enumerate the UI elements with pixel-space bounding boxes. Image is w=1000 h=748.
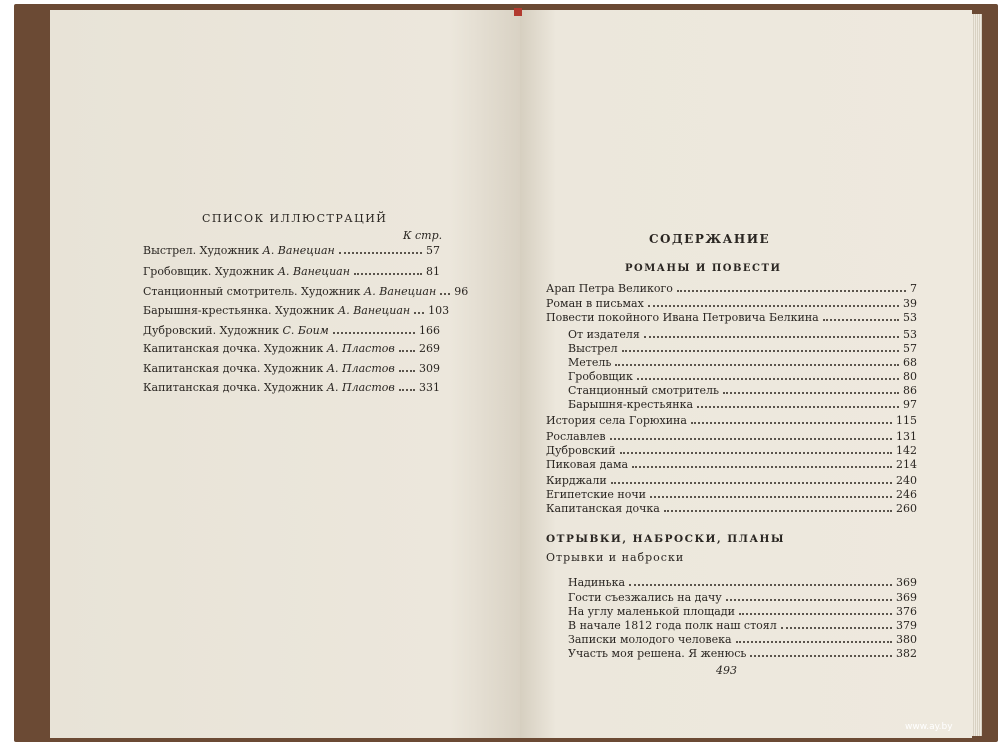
page-ref: 166 xyxy=(419,324,440,337)
toc-page: 369 xyxy=(896,576,917,589)
page-column-header: К стр. xyxy=(403,229,443,242)
toc-page: 68 xyxy=(903,356,917,369)
toc-entry xyxy=(568,370,917,383)
toc-entry xyxy=(568,384,917,397)
toc-entry xyxy=(568,633,917,646)
illustration-row xyxy=(143,324,440,337)
toc-entry xyxy=(546,458,917,471)
toc-title: Капитанская дочка xyxy=(546,502,660,515)
toc-page: 380 xyxy=(896,633,917,646)
illustration-row xyxy=(143,265,440,278)
toc-entry xyxy=(546,414,917,427)
toc-title: На углу маленькой площади xyxy=(568,605,735,618)
toc-entry xyxy=(568,647,917,660)
toc-title: Арап Петра Великого xyxy=(546,282,673,295)
illustration-title: Капитанская дочка. xyxy=(143,362,261,375)
toc-entry xyxy=(568,328,917,341)
artist-name: А. Пластов xyxy=(326,362,395,375)
illustration-row xyxy=(143,362,440,375)
toc-title: Повести покойного Ивана Петровича Белкина xyxy=(546,311,819,324)
dot-leader xyxy=(650,496,892,498)
illustration-row xyxy=(143,304,450,317)
toc-entry xyxy=(568,576,917,589)
artist-name: А. Пластов xyxy=(326,381,395,394)
toc-title: Гости съезжались на дачу xyxy=(568,591,722,604)
illustration-row xyxy=(143,342,440,355)
toc-entry xyxy=(546,282,917,295)
toc-entry xyxy=(568,591,917,604)
subsection-heading: Отрывки и наброски xyxy=(546,551,685,564)
page-ref: 309 xyxy=(419,362,440,375)
dot-leader xyxy=(399,389,415,391)
toc-title: Кирджали xyxy=(546,474,607,487)
page-number: 493 xyxy=(716,664,737,677)
dot-leader xyxy=(697,406,899,408)
artist-prefix: Художник xyxy=(301,285,361,298)
watermark: www.ay.by xyxy=(905,722,953,732)
illustration-title: Капитанская дочка. xyxy=(143,342,261,355)
artist-prefix: Художник xyxy=(263,362,324,375)
toc-page: 39 xyxy=(903,297,917,310)
toc-page: 240 xyxy=(896,474,917,487)
toc-entry xyxy=(546,297,917,310)
contents-heading: СОДЕРЖАНИЕ xyxy=(649,232,771,246)
illustration-row xyxy=(143,381,440,394)
illustration-title: Станционный смотритель. xyxy=(143,285,298,298)
bookmark-ribbon xyxy=(514,8,522,16)
dot-leader xyxy=(339,252,422,254)
illustration-row xyxy=(143,285,469,298)
illustration-title: Барышня-крестьянка. xyxy=(143,304,272,317)
toc-title: Дубровский xyxy=(546,444,616,457)
toc-entry xyxy=(546,502,917,515)
artist-name: С. Боим xyxy=(282,324,329,337)
toc-entry xyxy=(568,356,917,369)
dot-leader xyxy=(414,312,424,314)
toc-title: Гробовщик xyxy=(568,370,633,383)
dot-leader xyxy=(354,273,422,275)
toc-title: Роман в письмах xyxy=(546,297,644,310)
toc-page: 142 xyxy=(896,444,917,457)
toc-title: Метель xyxy=(568,356,612,369)
toc-page: 376 xyxy=(896,605,917,618)
illustration-row xyxy=(143,244,440,257)
toc-page: 53 xyxy=(903,311,917,324)
toc-page: 382 xyxy=(896,647,917,660)
artist-prefix: Художник xyxy=(199,244,259,257)
toc-title: Рославлев xyxy=(546,430,606,443)
dot-leader xyxy=(399,350,415,352)
artist-prefix: Художник xyxy=(275,304,335,317)
dot-leader xyxy=(723,392,899,394)
toc-title: Станционный смотритель xyxy=(568,384,720,397)
toc-entry xyxy=(568,619,917,632)
artist-prefix: Художник xyxy=(219,324,279,337)
toc-title: История села Горюхина xyxy=(546,414,687,427)
dot-leader xyxy=(610,438,892,440)
page-edges xyxy=(972,14,982,736)
toc-page: 80 xyxy=(903,370,917,383)
page-ref: 331 xyxy=(419,381,440,394)
artist-prefix: Художник xyxy=(263,381,324,394)
dot-leader xyxy=(440,293,450,295)
illustrations-title: СПИСОК ИЛЛЮСТРАЦИЙ xyxy=(202,212,388,225)
dot-leader xyxy=(637,378,899,380)
toc-page: 214 xyxy=(896,458,917,471)
artist-name: А. Ванециан xyxy=(277,265,350,278)
dot-leader xyxy=(620,452,892,454)
dot-leader xyxy=(611,482,892,484)
toc-entry xyxy=(568,398,917,411)
dot-leader xyxy=(622,350,899,352)
dot-leader xyxy=(399,370,415,372)
page-ref: 57 xyxy=(426,244,440,257)
toc-title: Барышня-крестьянка xyxy=(568,398,694,411)
toc-title: Выстрел xyxy=(568,342,618,355)
section-heading-novels: РОМАНЫ И ПОВЕСТИ xyxy=(625,263,782,274)
toc-title: Египетские ночи xyxy=(546,488,646,501)
artist-prefix: Художник xyxy=(214,265,275,278)
dot-leader xyxy=(823,319,899,321)
dot-leader xyxy=(736,641,892,643)
toc-page: 115 xyxy=(896,414,917,427)
dot-leader xyxy=(648,305,899,307)
toc-title: В начале 1812 года полк наш стоял xyxy=(568,619,777,632)
toc-entry xyxy=(568,342,917,355)
page-ref: 269 xyxy=(419,342,440,355)
toc-entry xyxy=(546,444,917,457)
illustration-title: Капитанская дочка. xyxy=(143,381,261,394)
toc-page: 86 xyxy=(903,384,917,397)
toc-page: 7 xyxy=(910,282,917,295)
toc-page: 131 xyxy=(896,430,917,443)
toc-page: 57 xyxy=(903,342,917,355)
dot-leader xyxy=(726,599,892,601)
dot-leader xyxy=(677,290,906,292)
artist-prefix: Художник xyxy=(263,342,324,355)
toc-entry xyxy=(546,474,917,487)
dot-leader xyxy=(629,584,892,586)
toc-title: От издателя xyxy=(568,328,640,341)
toc-entry xyxy=(546,430,917,443)
dot-leader xyxy=(691,422,892,424)
artist-name: А. Ванециан xyxy=(262,244,335,257)
page-ref: 96 xyxy=(454,285,469,298)
toc-title: Записки молодого человека xyxy=(568,633,732,646)
toc-entry xyxy=(568,605,917,618)
toc-page: 246 xyxy=(896,488,917,501)
toc-title: Надинька xyxy=(568,576,626,589)
toc-title: Пиковая дама xyxy=(546,458,629,471)
dot-leader xyxy=(644,336,899,338)
dot-leader xyxy=(739,613,892,615)
illustration-title: Выстрел. xyxy=(143,244,197,257)
artist-name: А. Ванециан xyxy=(363,285,437,298)
toc-page: 97 xyxy=(903,398,917,411)
toc-title: Участь моя решена. Я женюсь xyxy=(568,647,747,660)
dot-leader xyxy=(664,510,892,512)
artist-name: А. Ванециан xyxy=(337,304,411,317)
toc-page: 53 xyxy=(903,328,917,341)
artist-name: А. Пластов xyxy=(326,342,395,355)
dot-leader xyxy=(781,627,892,629)
illustration-title: Дубровский. xyxy=(143,324,217,337)
page-ref: 81 xyxy=(426,265,440,278)
toc-entry xyxy=(546,488,917,501)
dot-leader xyxy=(615,364,899,366)
section-heading-fragments: ОТРЫВКИ, НАБРОСКИ, ПЛАНЫ xyxy=(546,533,786,545)
dot-leader xyxy=(632,466,892,468)
toc-entry xyxy=(546,311,917,324)
toc-page: 260 xyxy=(896,502,917,515)
illustration-title: Гробовщик. xyxy=(143,265,212,278)
toc-page: 369 xyxy=(896,591,917,604)
dot-leader xyxy=(333,332,415,334)
dot-leader xyxy=(750,655,892,657)
toc-page: 379 xyxy=(896,619,917,632)
page-ref: 103 xyxy=(428,304,450,317)
